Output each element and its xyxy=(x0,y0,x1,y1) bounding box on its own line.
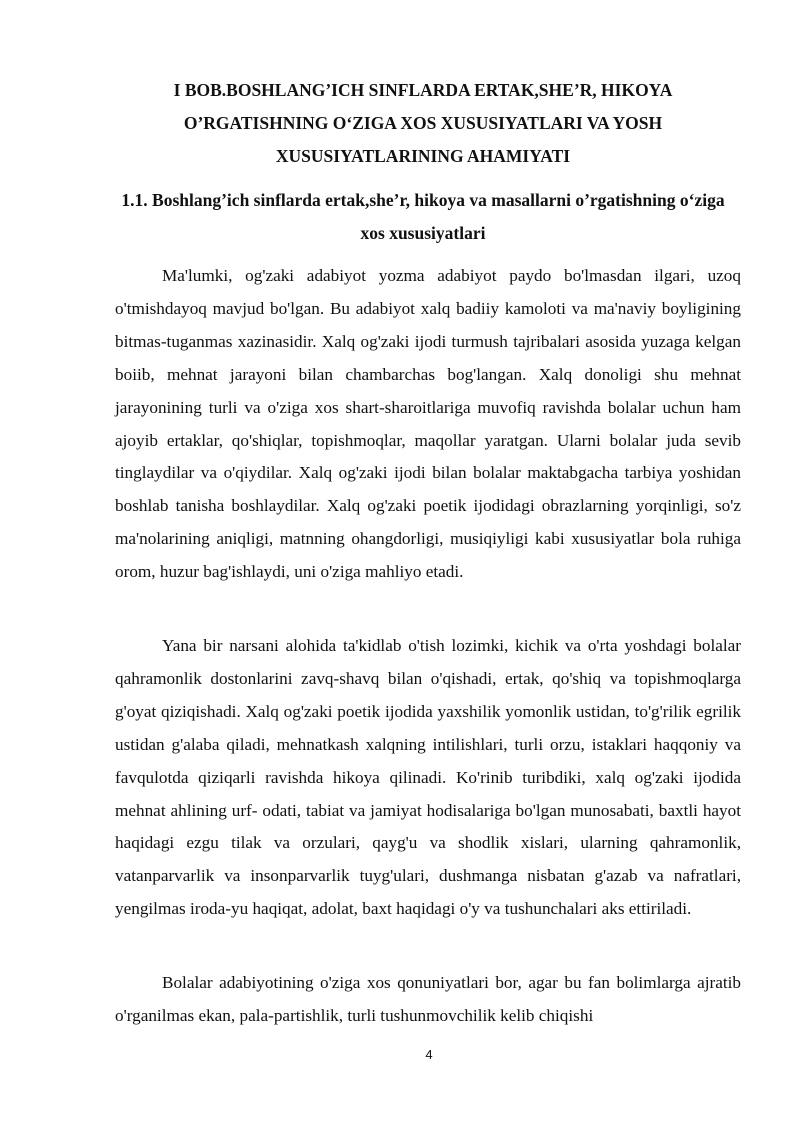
section-title: 1.1. Boshlang’ich sinflarda ertak,she’r, hikoya va masallarni o’rgatishning o‘ziga xos xususiyatlari xyxy=(121,190,725,243)
chapter-title: I BOB.BOSHLANG’ICH SINFLARDA ERTAK,SHE’R, HIKOYA O’RGATISHNING O‘ZIGA XOS XUSUSIYATLARI VA YOSH XUSUSIYATLARINING AHAMIYATI xyxy=(173,80,673,166)
body-paragraph-3: Bolalar adabiyotining o'ziga xos qonuniyatlari bor, agar bu fan bolimlarga ajratib o'rganilmas ekan, pala-partishlik, turli tushunmovchilik kelib chiqishi xyxy=(115,973,741,1025)
page-number: 4 xyxy=(425,1047,433,1062)
body-paragraph-2: Yana bir narsani alohida ta'kidlab o'tish lozimki, kichik va o'rta yoshdagi bolalar qahramonlik dostonlarini zavq-shavq bilan o'qishadi, ertak, qo'shiq va topishmoqlarga g'oyat qiziqishadi. Xalq og'zaki poetik ijodida yaxshilik yomonlik ustidan, to'g'rilik egrilik ustidan g'alaba qiladi, mehnatkash xalqning intilishlari, turli orzu, istaklari haqqoniy va favqulotda qiziqarli ravishda hikoya qilinadi. Ko'rinib turibdiki, xalq og'zaki ijodida mehnat ahlining urf- odati, tabiat va jamiyat hodisalariga bo'lgan munosabati, baxtli hayot haqidagi ezgu tilak va orzulari, qayg'u va shodlik xislari, ularning qahramonlik, vatanparvarlik va insonparvarlik tuyg'ulari, dushmanga nisbatan g'azab va nafratlari, yengilmas iroda-yu haqiqat, adolat, baxt haqidagi o'y va tushunchalari aks ettiriladi. xyxy=(115,636,741,919)
body-paragraph-1: Ma'lumki, og'zaki adabiyot yozma adabiyot paydo bo'lmasdan ilgari, uzoq o'tmishdayoq mavjud bo'lgan. Bu adabiyot xalq badiiy kamoloti va ma'naviy boyligining bitmas-tuganmas xazinasidir. Xalq og'zaki ijodi turmush tajribalari asosida yuzaga kelgan boiib, mehnat jarayoni bilan chambarchas bog'langan. Xalq donoligi shu mehnat jarayonining turli va o'ziga xos shart-sharoitlariga muvofiq ravishda bolalar uchun ham ajoyib ertaklar, qo'shiqlar, topishmoqlar, maqollar yaratgan. Ularni bolalar juda sevib tinglaydilar va o'qiydilar. Xalq og'zaki ijodi bilan bolalar maktabgacha tarbiya yoshidan boshlab tanisha boshlaydilar. Xalq og'zaki poetik ijodidagi obrazlarning yorqinligi, so'z ma'nolarining aniqligi, matnning ohangdorligi, musiqiyligi kabi xususiyatlar bola ruhiga orom, huzur bag'ishlaydi, uni o'ziga mahliyo etadi. xyxy=(115,266,741,582)
